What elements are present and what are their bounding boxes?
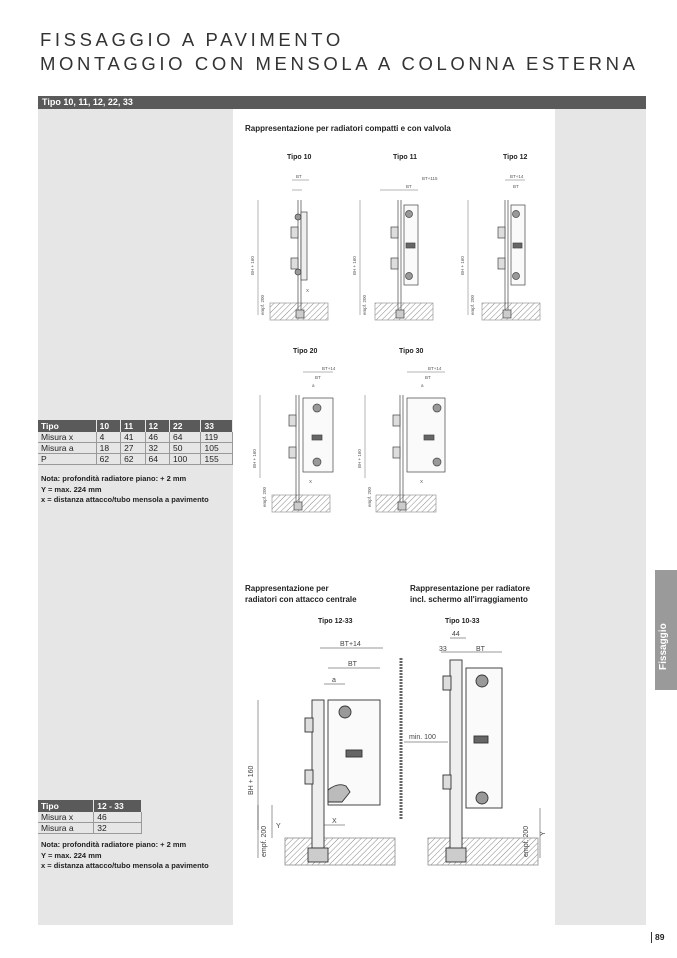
table-header-cell: Tipo	[38, 800, 94, 812]
type-20-label: Tipo 20	[293, 348, 318, 355]
dim-empf: empf. 200	[470, 294, 475, 315]
dim-bt: BT	[406, 184, 412, 189]
dim-bh160: BH + 160	[252, 449, 257, 468]
dim-bh160: BH + 160	[248, 765, 255, 795]
note-line: x = distanza attacco/tubo mensola a pavimento	[41, 861, 209, 870]
table-header-cell: Tipo	[38, 420, 96, 432]
type-11-label: Tipo 11	[393, 154, 417, 161]
table-cell: 62	[121, 454, 145, 465]
dim-x: X	[306, 288, 310, 293]
dim-bt14: BT+14	[428, 366, 442, 371]
table-cell: 32	[94, 823, 142, 834]
drawing-tipo-10-labels	[250, 174, 309, 315]
type-10-label: Tipo 10	[287, 154, 312, 161]
title-line-1: FISSAGGIO A PAVIMENTO	[40, 29, 344, 50]
dim-bt: BT	[513, 184, 519, 189]
dim-empf: empf. 200	[260, 294, 265, 315]
drawing-tipo-12	[468, 180, 540, 320]
table-cell: 62	[96, 454, 120, 465]
dim-bt: BT	[296, 174, 302, 179]
heading-line: Rappresentazione per radiatore	[410, 584, 531, 593]
table-cell: Misura a	[38, 443, 96, 454]
dim-empf: empf. 200	[261, 825, 268, 857]
dim-bt: BT	[476, 646, 485, 653]
dim-bh160: BH + 160	[250, 256, 255, 275]
table-cell: 46	[145, 432, 169, 443]
dim-empf: empf. 200	[362, 294, 367, 315]
dim-empf: empf. 200	[262, 486, 267, 507]
note-line: Y = max. 224 mm	[41, 484, 102, 494]
table-cell: 27	[121, 443, 145, 454]
note-line: Nota: profondità radiatore piano: + 2 mm	[41, 474, 187, 483]
dim-empf: empf. 200	[523, 825, 530, 857]
table-cell: Misura x	[38, 812, 94, 823]
table-cell: Misura a	[38, 823, 94, 834]
drawing-tipo-12-33	[258, 648, 395, 865]
side-tab-label: Fissaggio	[658, 623, 669, 670]
note-line: Nota: profondità radiatore piano: + 2 mm	[41, 840, 187, 849]
title-line-2: MONTAGGIO CON MENSOLA A COLONNA ESTERNA	[40, 53, 639, 74]
table-cell: Misura x	[38, 432, 96, 443]
dim-a: a	[421, 383, 424, 388]
table-header-cell: 12 - 33	[94, 800, 142, 812]
dim-bt: BT	[348, 661, 357, 668]
dim-44: 44	[452, 631, 460, 638]
table-cell: 119	[201, 432, 233, 443]
type-30-label: Tipo 30	[399, 348, 424, 355]
drawing-tipo-10	[258, 180, 328, 320]
drawing-tipo-11-labels	[352, 176, 438, 315]
dim-x: X	[332, 818, 337, 825]
table-cell: 64	[145, 454, 169, 465]
drawing-tipo-11	[360, 190, 433, 320]
table-cell: 46	[94, 812, 142, 823]
table-cell: 41	[121, 432, 145, 443]
type-band-label: Tipo 10, 11, 12, 22, 33	[42, 97, 133, 107]
section-3-heading	[410, 583, 530, 605]
drawing-tipo-20	[260, 372, 333, 512]
dim-a: a	[332, 677, 336, 684]
dim-bt14: BT+14	[322, 366, 336, 371]
drawing-tipo-10-33	[401, 638, 540, 865]
dim-bh160: BH + 160	[357, 449, 362, 468]
section-1-heading: Rappresentazione per radiatori compatti e con valvola	[245, 124, 451, 133]
type-12-label: Tipo 12	[503, 154, 528, 161]
table-cell: P	[38, 454, 96, 465]
dim-min100: min. 100	[409, 734, 436, 741]
dim-bt: BT	[315, 375, 321, 380]
page-number: 89	[651, 932, 664, 943]
table-header-cell: 10	[96, 420, 120, 432]
table-header-cell: 22	[170, 420, 201, 432]
dim-bt115: BT+115	[422, 176, 438, 181]
dim-bh160: BH + 160	[352, 256, 357, 275]
dim-bt: BT	[425, 375, 431, 380]
heading-line: radiatori con attacco centrale	[245, 595, 357, 604]
table-cell: 50	[170, 443, 201, 454]
dim-x: X	[420, 479, 424, 484]
dim-x: X	[309, 479, 313, 484]
table-header-cell: 33	[201, 420, 233, 432]
dim-bt14: BT+14	[340, 641, 361, 648]
type-10-33-label: Tipo 10-33	[445, 618, 480, 625]
heading-line: Rappresentazione per	[245, 584, 329, 593]
dim-33: 33	[439, 646, 447, 653]
table-header-cell: 11	[121, 420, 145, 432]
note-line: x = distanza attacco/tubo mensola a pavimento	[41, 495, 209, 504]
heading-line: incl. schermo all'irraggiamento	[410, 595, 528, 604]
table-cell: 32	[145, 443, 169, 454]
dim-empf: empf. 200	[367, 486, 372, 507]
dim-bt14: BT+14	[510, 174, 524, 179]
dim-a: a	[312, 383, 315, 388]
table-cell: 155	[201, 454, 233, 465]
table-cell: 105	[201, 443, 233, 454]
dim-bh160: BH + 160	[460, 256, 465, 275]
type-12-33-label: Tipo 12-33	[318, 618, 353, 625]
table-cell: 18	[96, 443, 120, 454]
note-line: Y = max. 224 mm	[41, 850, 102, 860]
table-cell: 64	[170, 432, 201, 443]
dim-y: Y	[540, 831, 547, 836]
table-cell: 4	[96, 432, 120, 443]
drawing-tipo-30	[365, 372, 445, 512]
table-header-cell: 12	[145, 420, 169, 432]
section-2-heading	[245, 583, 357, 605]
table-cell: 100	[170, 454, 201, 465]
dim-y: Y	[276, 823, 281, 830]
